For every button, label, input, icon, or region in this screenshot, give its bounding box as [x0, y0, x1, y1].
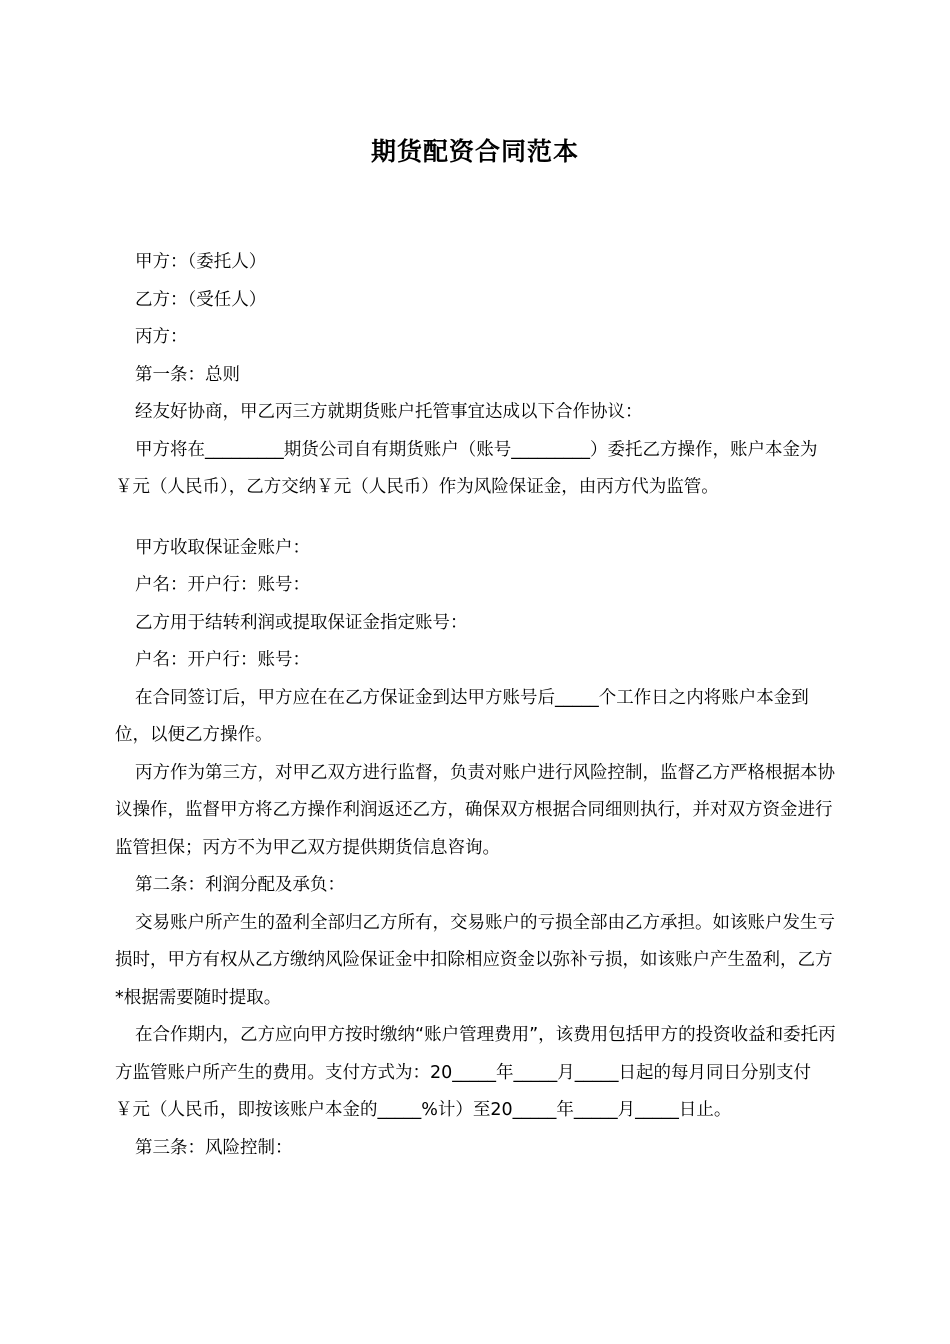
paragraph-gap: [115, 507, 840, 530]
document-body: [115, 244, 840, 1167]
funding-timeline-clause: 在合同签订后，甲方应在在乙方保证金到达甲方账号后_____个工作日之内将账户本金到位，以便乙方操作。: [115, 687, 809, 745]
article-3-heading: 第三条：风险控制：: [135, 1137, 293, 1158]
supervision-clause: 丙方作为第三方，对甲乙双方进行监督，负责对账户进行风险控制，监督乙方严格根据本协议操作，监督甲方将乙方操作利润返还乙方，确保双方根据合同细则执行，并对双方资金进行监管担保；丙方不为甲乙双方提供期货信息咨询。: [115, 762, 835, 858]
party-a-line: 甲方：（委托人）: [135, 252, 267, 272]
article-1-heading: 第一条：总则: [135, 364, 240, 385]
designated-account-heading: 乙方用于结转利润或提取保证金指定账号：: [135, 612, 468, 633]
profit-loss-clause: 交易账户所产生的盈利全部归乙方所有，交易账户的亏损全部由乙方承担。如该账户发生亏损时，甲方有权从乙方缴纳风险保证金中扣除相应资金以弥补亏损，如该账户产生盈利，乙方*根据需要随时提取。: [115, 912, 835, 1008]
document-title: 期货配资合同范本: [370, 137, 579, 166]
party-b-line: 乙方：（受任人）: [135, 289, 267, 310]
party-c-line: 丙方：: [135, 327, 188, 347]
deposit-account-heading: 甲方收取保证金账户：: [135, 537, 310, 558]
deposit-account-fields: 户名：开户行：账号：: [135, 575, 310, 595]
agreement-intro: 经友好协商，甲乙丙三方就期货账户托管事宜达成以下合作协议：: [135, 402, 643, 422]
management-fee-clause: 在合作期内，乙方应向甲方按时缴纳“账户管理费用”，该费用包括甲方的投资收益和委托丙方监管账户所产生的费用。支付方式为：20_____年_____月_____日起的每月同日分别支付￥元（人民币，即按该账户本金的_____%计）至20_____年_____月_____日止。: [115, 1025, 836, 1120]
account-entrustment-clause: 甲方将在_________期货公司自有期货账户（账号_________）委托乙方操作，账户本金为￥元（人民币），乙方交纳￥元（人民币）作为风险保证金，由丙方代为监管。: [115, 439, 818, 497]
article-2-heading: 第二条：利润分配及承负：: [135, 875, 345, 895]
designated-account-fields: 户名：开户行：账号：: [135, 650, 310, 670]
